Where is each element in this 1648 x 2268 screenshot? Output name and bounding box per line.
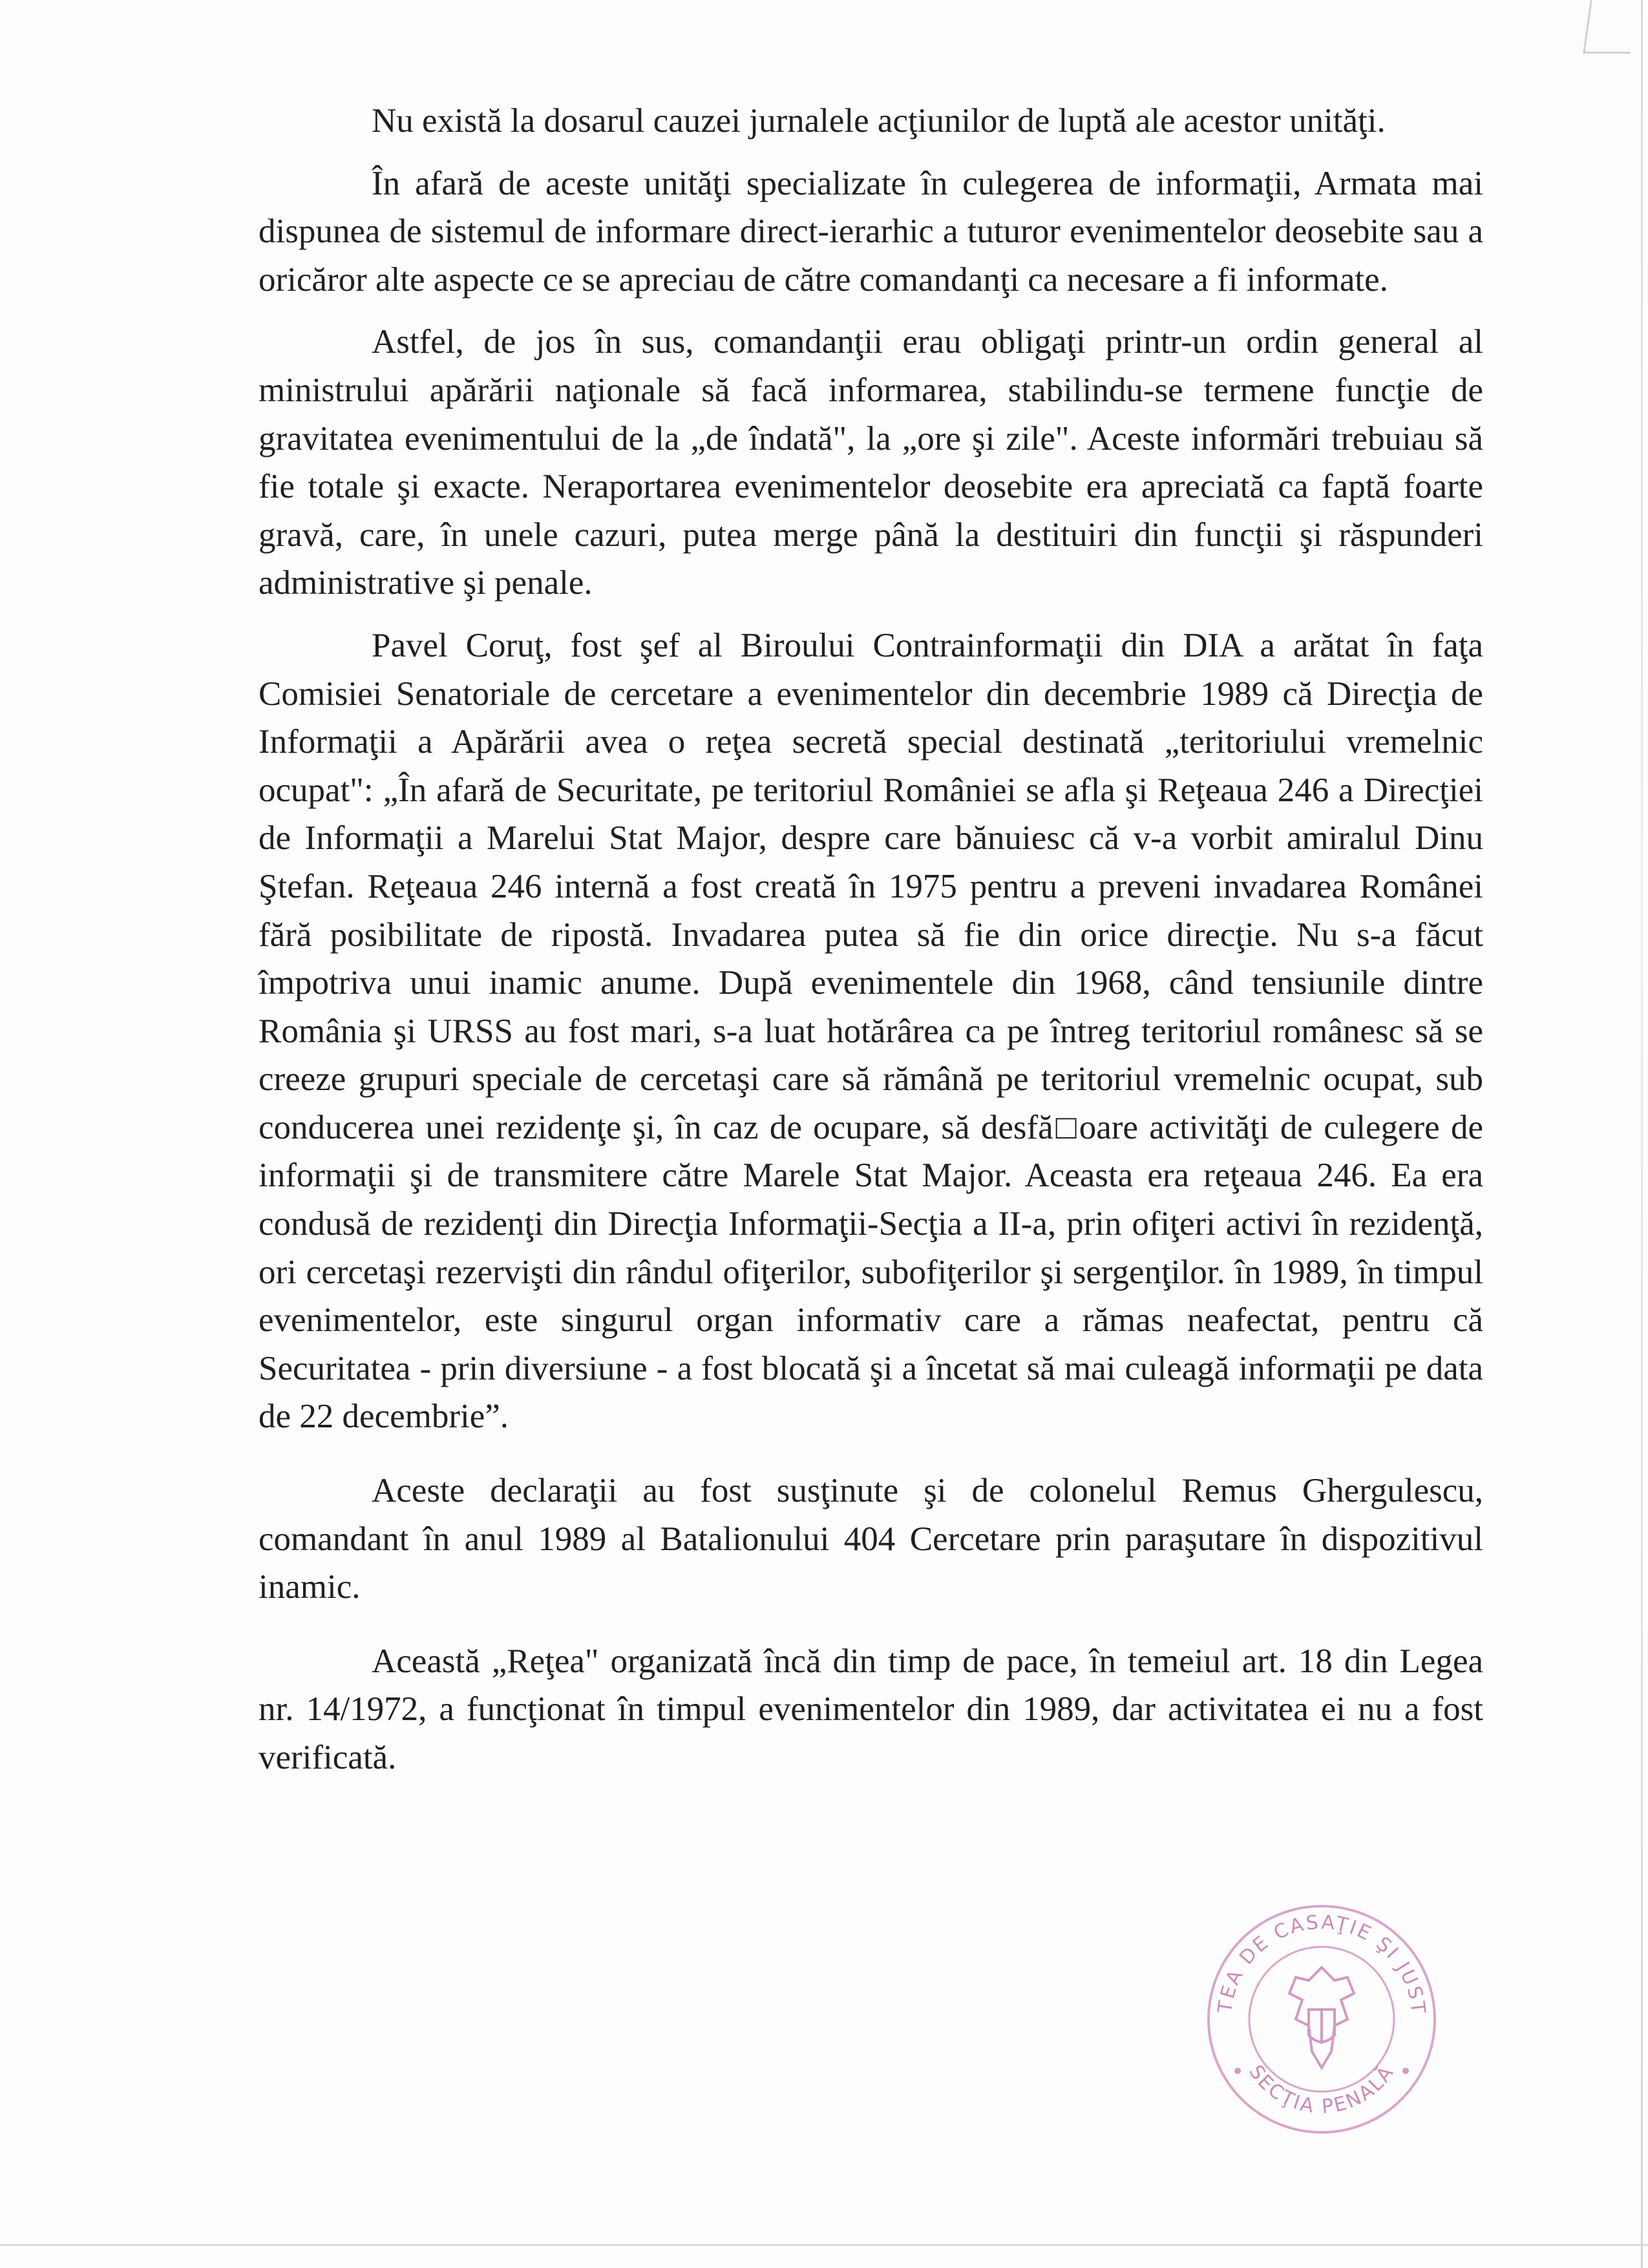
paragraph-2: În afară de aceste unităţi specializate în culegerea de informaţii, Armata mai dispunea de sistemul de informare direct-ierarhic a tuturor evenimentelor deosebite sau a oricăror alte aspecte ce se apreciau de către comandanţi ca necesare a fi informate. [259,164,1483,299]
paragraph-3: Astfel, de jos în sus, comandanţii erau obligaţi printr-un ordin general al ministrului apărării naţionale să facă informarea, stabilindu-se termene funcţie de gravitatea evenimentului de la „de îndată", la „ore şi zile". Aceste informări trebuiau să fie totale şi exacte. Neraportarea evenimentelor deosebite era apreciată ca faptă foarte gravă, care, în unele cazuri, putea merge până la destituiri din funcţii şi răspunderi administrative şi penale. [259,323,1483,602]
paragraph-5: Aceste declaraţii au fost susţinute şi de colonelul Remus Ghergulescu, comandant în anul 1989 al Batalionului 404 Cercetare prin paraşutare în dispozitivul inamic. [259,1472,1483,1606]
court-stamp [1199,1896,1444,2142]
stamp-bottom-text: SECŢIA PENALĂ [1244,2061,1399,2119]
scan-edge-bottom [0,2244,1648,2246]
stamp-top-text: TEA DE CASAŢIE ŞI JUST [1214,1911,1430,2017]
court-stamp-seal [1199,1896,1444,2142]
eagle-emblem-icon [1289,1968,1354,2068]
paragraph-4: Pavel Coruţ, fost şef al Biroului Contrainformaţii din DIA a arătat în faţa Comisiei Senatoriale de cercetare a evenimentelor din decembrie 1989 că Direcţia de Informaţii a Apărării avea o reţea secretă special destinată „teritoriului vremelnic ocupat": „În afară de Securitate, pe teritoriul României se afla şi Reţeaua 246 a Direcţiei de Informaţii a Marelui Stat Major, despre care bănuiesc că v-a vorbit amiralul Dinu Ştefan. Reţeaua 246 internă a fost creată în 1975 pentru a preveni invadarea Românei fără posibilitate de ripostă. Invadarea putea să fie din orice direcţie. Nu s-a făcut împotriva unui inamic anume. După evenimentele din 1968, când tensiunile dintre România şi URSS au fost mari, s-a luat hotărârea ca pe întreg teritoriul românesc să se creeze grupuri speciale de cercetaşi care să rămână pe teritoriul vremelnic ocupat, sub conducerea unei rezidenţe şi, în caz de ocupare, să desfă□oare activităţi de culegere de informaţii şi de transmitere către Marele Stat Major. Aceasta era reţeaua 246. Ea era condusă de rezidenţi din Direcţia Informaţii-Secţia a II-a, prin ofiţeri activi în rezidenţă, ori cercetaşi rezervişti din rândul ofiţerilor, subofiţerilor şi sergenţilor. în 1989, în timpul evenimentelor, este singurul organ informativ care a rămas neafectat, pentru că Securitatea - prin diversiune - a fost blocată şi a încetat să mai culeagă informaţii pe data de 22 decembrie”. [259,626,1483,1436]
paragraph-1: Nu există la dosarul cauzei jurnalele acţiunilor de luptă ale acestor unităţi. [372,102,1386,140]
document-body [259,97,1483,1798]
scan-edge-right [1641,0,1643,2268]
scan-corner-mark [1583,0,1638,54]
paragraph-6: Această „Reţea" organizată încă din timp de pace, în temeiul art. 18 din Legea nr. 14/1972, a funcţionat în timpul evenimentelor din 1989, dar activitatea ei nu a fost verificată. [259,1642,1483,1776]
